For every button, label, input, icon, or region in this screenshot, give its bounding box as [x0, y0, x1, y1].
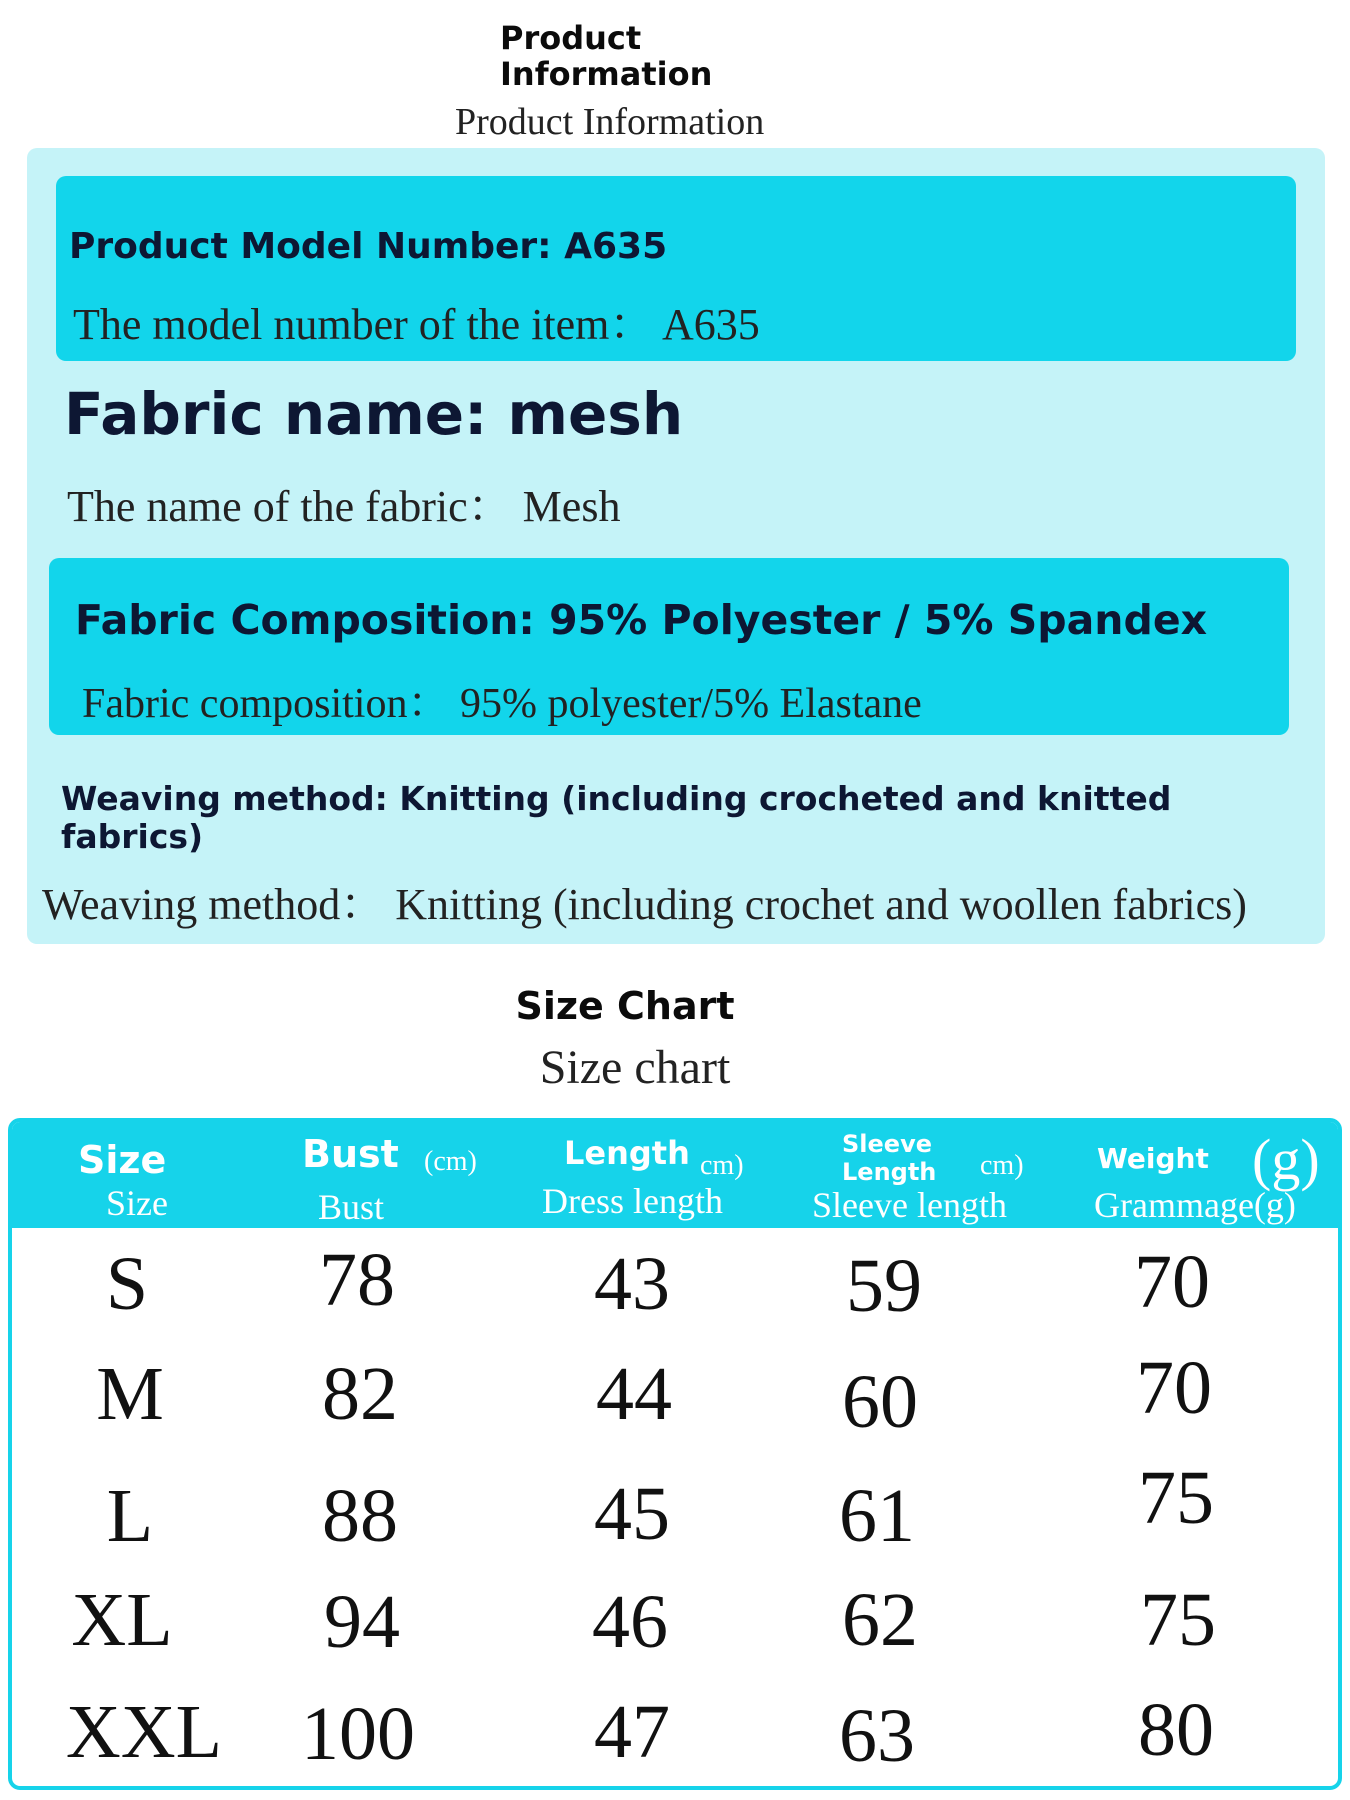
size-chart-subtitle: Size chart [539, 1041, 731, 1094]
cell-length-xxl: 47 [594, 1690, 670, 1774]
header-sleeve-translation: Sleeve length [812, 1185, 1007, 1225]
cell-size-l: L [106, 1474, 154, 1558]
header-bust-unit: (cm) [424, 1146, 477, 1177]
size-chart-table [8, 1118, 1342, 1790]
cell-bust-xl: 94 [324, 1580, 400, 1664]
cell-weight-s: 70 [1134, 1240, 1210, 1324]
header-weight: Weight [1097, 1142, 1209, 1175]
header-bust: Bust [302, 1132, 399, 1176]
header-size: Size [78, 1138, 167, 1182]
weaving-method-label: Weaving method: Knitting (including crocheted and knitted fabrics) [61, 779, 1172, 856]
cell-length-xl: 46 [592, 1580, 668, 1664]
cell-bust-l: 88 [322, 1474, 398, 1558]
fabric-composition-translation: Fabric composition： 95% polyester/5% Elastane [82, 681, 922, 727]
header-weight-unit: (g) [1252, 1127, 1320, 1192]
header-bust-translation: Bust [318, 1187, 385, 1227]
cell-sleeve-xxl: 63 [839, 1694, 915, 1778]
cell-length-s: 43 [594, 1242, 670, 1326]
cell-bust-s: 78 [319, 1238, 395, 1322]
cell-sleeve-s: 59 [846, 1244, 922, 1328]
cell-size-xxl: XXL [65, 1690, 223, 1774]
product-info-subtitle: Product Information [455, 101, 765, 143]
product-info-title: Product Information [500, 19, 713, 93]
fabric-name-translation: The name of the fabric： Mesh [67, 482, 621, 531]
cell-weight-xxl: 80 [1138, 1688, 1214, 1772]
cell-size-xl: XL [71, 1578, 173, 1662]
cell-size-m: M [96, 1352, 164, 1436]
fabric-name-label: Fabric name: mesh [64, 380, 684, 448]
header-length-translation: Dress length [542, 1181, 723, 1221]
model-number-label: Product Model Number: A635 [69, 226, 668, 267]
fabric-composition-label: Fabric Composition: 95% Polyester / 5% Spandex [75, 596, 1208, 644]
table-header [12, 1122, 1338, 1228]
header-length-unit: cm) [700, 1150, 744, 1181]
size-chart-title: Size Chart [515, 984, 735, 1028]
model-number-translation: The model number of the item： A635 [73, 300, 760, 349]
cell-weight-l: 75 [1138, 1456, 1214, 1540]
header-weight-translation: Grammage(g) [1094, 1185, 1296, 1225]
header-sleeve: Sleeve Length [842, 1130, 937, 1186]
cell-bust-xxl: 100 [301, 1692, 415, 1776]
cell-sleeve-l: 61 [839, 1474, 915, 1558]
header-size-translation: Size [106, 1183, 168, 1223]
cell-length-m: 44 [596, 1352, 672, 1436]
cell-weight-m: 70 [1136, 1346, 1212, 1430]
cell-bust-m: 82 [322, 1352, 398, 1436]
cell-length-l: 45 [594, 1472, 670, 1556]
header-length: Length [564, 1134, 690, 1172]
cell-size-s: S [105, 1242, 149, 1326]
cell-sleeve-m: 60 [842, 1360, 918, 1444]
header-sleeve-unit: cm) [980, 1150, 1024, 1181]
cell-sleeve-xl: 62 [842, 1578, 918, 1662]
weaving-method-translation: Weaving method： Knitting (including crochet and woollen fabrics) [42, 880, 1247, 929]
cell-weight-xl: 75 [1140, 1578, 1216, 1662]
